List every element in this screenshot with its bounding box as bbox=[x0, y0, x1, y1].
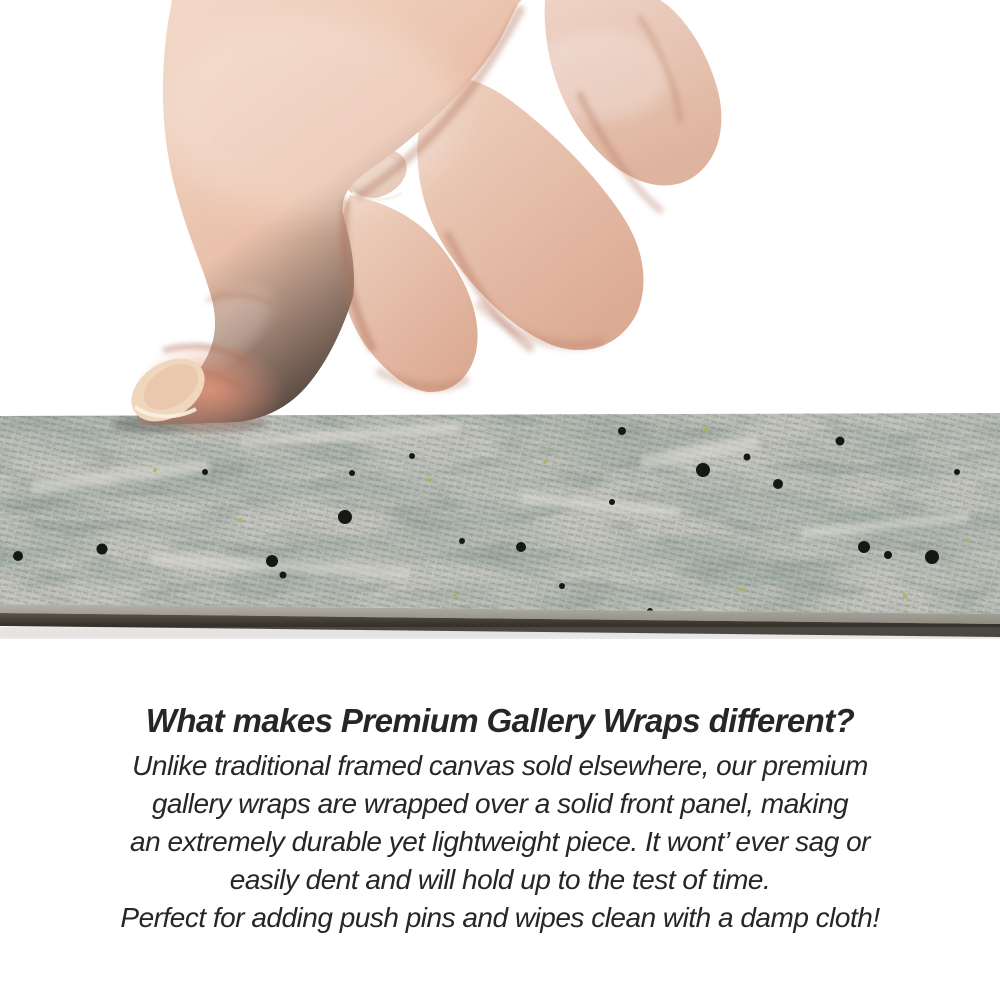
body-line-4: easily dent and will hold up to the test of time. bbox=[229, 864, 771, 895]
hand-highlight bbox=[160, 15, 460, 215]
text-block bbox=[0, 700, 1000, 937]
body-line-1: Unlike traditional framed canvas sold elsewhere, our premium bbox=[132, 750, 868, 781]
heading: What makes Premium Gallery Wraps different? bbox=[145, 702, 855, 739]
hand-photo bbox=[120, 0, 722, 438]
knuckle-highlight bbox=[530, 30, 670, 120]
canvas-drop-shadow bbox=[0, 628, 1000, 638]
body-line-3: an extremely durable yet lightweight piece. It wont’ ever sag or bbox=[130, 826, 870, 857]
canvas-strip bbox=[0, 408, 1000, 638]
body-line-2: gallery wraps are wrapped over a solid front panel, making bbox=[151, 788, 849, 819]
body-line-5: Perfect for adding push pins and wipes clean with a damp cloth! bbox=[120, 902, 880, 933]
